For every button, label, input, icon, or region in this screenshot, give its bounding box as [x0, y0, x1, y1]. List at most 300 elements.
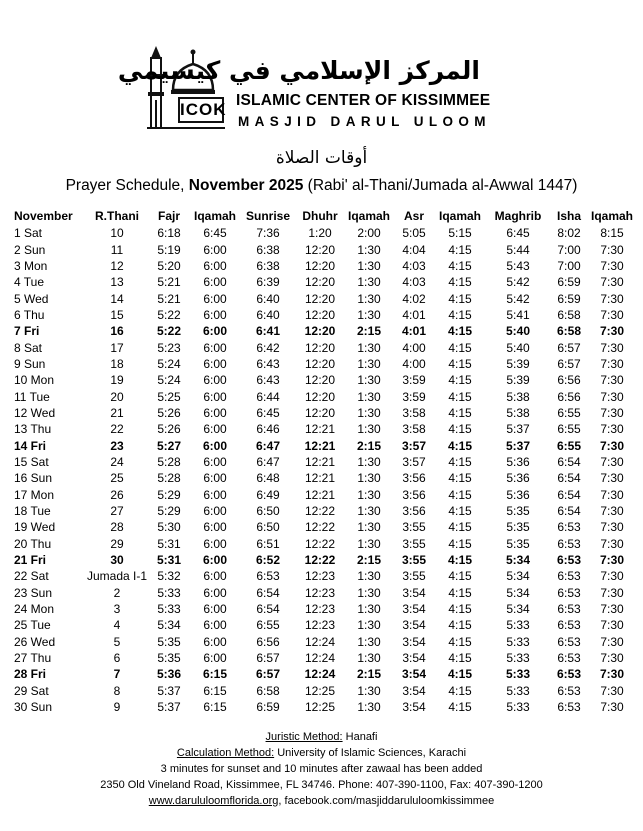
cell-isha-iqamah: 7:30 [600, 454, 624, 469]
cell-isha: 6:53 [557, 520, 581, 535]
cell-isha-iqamah: 7:30 [600, 307, 624, 322]
calc-label: Calculation Method: [176, 747, 275, 759]
cell-isha-iqamah: 7:30 [600, 569, 624, 584]
facebook-link[interactable]: facebook.com/masjiddarululoomkissimmee [284, 795, 495, 807]
cell-dhuhr-iqamah: 1:30 [357, 356, 381, 371]
cell-asr-iqamah: 4:15 [448, 275, 472, 290]
cell-sunrise: 6:51 [256, 536, 280, 551]
cell-asr-iqamah: 4:15 [448, 258, 472, 273]
cell-sunrise: 6:45 [256, 405, 280, 420]
cell-asr: 4:03 [402, 258, 426, 273]
cell-asr: 3:56 [402, 487, 426, 502]
table-row [12, 683, 636, 699]
cell-hijri-day: 17 [110, 340, 124, 355]
cell-fajr: 5:37 [157, 700, 181, 715]
cell-date: 7 Fri [14, 324, 40, 339]
cell-dhuhr: 12:23 [304, 602, 336, 617]
cell-dhuhr: 12:20 [304, 356, 336, 371]
cell-dhuhr: 12:20 [304, 291, 336, 306]
cell-isha-iqamah: 7:30 [599, 667, 625, 682]
cell-hijri-day: 30 [110, 553, 124, 568]
cell-hijri-day: 24 [110, 454, 124, 469]
cell-fajr-iqamah: 6:00 [203, 307, 227, 322]
cell-date: 6 Thu [14, 307, 45, 322]
cell-sunrise: 6:50 [256, 520, 280, 535]
cell-sunrise: 6:42 [256, 340, 280, 355]
cell-fajr: 5:28 [157, 471, 181, 486]
cell-sunrise: 7:36 [256, 226, 280, 241]
cell-date: 30 Sun [14, 700, 53, 715]
column-header-dhuhr: Dhuhr [302, 209, 338, 223]
footer-address: 2350 Old Vineland Road, Kissimmee, FL 34746. Phone: 407-390-1100, Fax: 407-390-1200 [100, 779, 543, 791]
table-row [12, 585, 636, 601]
table-row [12, 487, 636, 503]
cell-maghrib: 5:37 [506, 422, 530, 437]
column-header-fajr: Fajr [157, 209, 180, 223]
cell-maghrib: 5:33 [506, 618, 530, 633]
cell-asr-iqamah: 4:15 [448, 422, 472, 437]
cell-asr: 3:55 [402, 536, 426, 551]
cell-isha-iqamah: 7:30 [600, 242, 624, 257]
cell-fajr-iqamah: 6:15 [203, 683, 227, 698]
cell-date: 21 Fri [14, 553, 47, 568]
table-row [12, 699, 636, 715]
cell-asr: 3:56 [402, 504, 426, 519]
cell-isha: 6:53 [557, 634, 581, 649]
cell-isha-iqamah: 7:30 [600, 291, 624, 306]
cell-sunrise: 6:57 [255, 667, 281, 682]
juristic-value: Hanafi [342, 731, 378, 743]
cell-isha-iqamah: 7:30 [600, 389, 624, 404]
cell-dhuhr: 12:25 [304, 683, 336, 698]
cell-isha: 7:00 [557, 258, 581, 273]
cell-asr-iqamah: 4:15 [448, 242, 472, 257]
cell-asr: 3:54 [402, 618, 426, 633]
table-row [12, 650, 636, 666]
cell-isha-iqamah: 7:30 [600, 700, 624, 715]
cell-dhuhr-iqamah: 1:30 [357, 275, 381, 290]
cell-fajr: 6:18 [157, 226, 181, 241]
cell-asr: 3:54 [402, 651, 426, 666]
cell-date: 13 Thu [14, 422, 52, 437]
cell-isha: 6:58 [556, 324, 582, 339]
cell-fajr-iqamah: 6:00 [203, 454, 227, 469]
cell-fajr-iqamah: 6:00 [203, 389, 227, 404]
cell-sunrise: 6:39 [256, 275, 280, 290]
cell-fajr-iqamah: 6:00 [203, 356, 227, 371]
cell-maghrib: 5:36 [506, 487, 530, 502]
cell-dhuhr: 12:21 [304, 471, 336, 486]
table-row [12, 536, 636, 552]
cell-fajr: 5:20 [157, 258, 181, 273]
org-subtitle: MASJID DARUL ULOOM [238, 114, 491, 129]
cell-isha: 6:58 [557, 307, 581, 322]
cell-maghrib: 5:33 [506, 683, 530, 698]
table-row [12, 258, 636, 274]
cell-asr-iqamah: 4:15 [448, 569, 472, 584]
cell-isha: 6:57 [557, 356, 581, 371]
column-header-isha: Isha [556, 209, 581, 223]
cell-sunrise: 6:54 [256, 585, 280, 600]
cell-dhuhr-iqamah: 2:15 [356, 438, 382, 453]
cell-isha-iqamah: 7:30 [600, 258, 624, 273]
table-row [12, 388, 636, 404]
title-month: November 2025 [188, 177, 304, 194]
cell-asr: 4:00 [402, 356, 426, 371]
cell-dhuhr-iqamah: 1:30 [357, 242, 381, 257]
cell-sunrise: 6:38 [256, 258, 280, 273]
cell-hijri-day: 10 [110, 226, 124, 241]
cell-isha: 6:53 [557, 651, 581, 666]
cell-asr: 5:05 [402, 226, 426, 241]
cell-maghrib: 5:36 [506, 454, 530, 469]
table-row [12, 225, 636, 241]
cell-maghrib: 5:37 [505, 438, 531, 453]
column-header-asr-iqamah: Iqamah [438, 209, 481, 223]
cell-fajr: 5:34 [157, 618, 181, 633]
cell-maghrib: 5:42 [506, 291, 530, 306]
cell-dhuhr-iqamah: 1:30 [357, 602, 381, 617]
cell-date: 9 Sun [14, 356, 46, 371]
cell-sunrise: 6:59 [256, 700, 280, 715]
cell-sunrise: 6:40 [256, 291, 280, 306]
cell-isha: 6:56 [557, 373, 581, 388]
cell-isha-iqamah: 7:30 [599, 553, 625, 568]
cell-asr: 3:58 [402, 422, 426, 437]
cell-asr: 4:02 [402, 291, 426, 306]
cell-asr-iqamah: 4:15 [448, 504, 472, 519]
cell-isha: 6:53 [557, 569, 581, 584]
table-row [12, 470, 636, 486]
column-header-hijri-day: R.Thani [95, 209, 139, 223]
cell-sunrise: 6:52 [255, 553, 281, 568]
cell-hijri-day: 28 [110, 520, 124, 535]
cell-date: 18 Tue [14, 504, 51, 519]
cell-isha-iqamah: 7:30 [600, 618, 624, 633]
org-name: ISLAMIC CENTER OF KISSIMMEE [236, 92, 491, 109]
table-row [12, 617, 636, 633]
table-row [12, 372, 636, 388]
cell-fajr-iqamah: 6:00 [203, 618, 227, 633]
cell-maghrib: 5:34 [506, 602, 530, 617]
cell-asr: 4:04 [402, 242, 426, 257]
table-row [12, 405, 636, 421]
cell-hijri-day: 6 [113, 651, 121, 666]
cell-dhuhr: 12:23 [304, 569, 336, 584]
cell-dhuhr: 12:22 [304, 504, 336, 519]
cell-date: 3 Mon [14, 258, 48, 273]
cell-sunrise: 6:56 [256, 634, 280, 649]
cell-isha: 6:54 [557, 471, 581, 486]
cell-dhuhr: 12:20 [304, 405, 336, 420]
cell-dhuhr: 12:20 [304, 242, 336, 257]
cell-maghrib: 5:40 [506, 340, 530, 355]
cell-hijri-day: 8 [113, 683, 121, 698]
cell-date: 26 Wed [14, 634, 56, 649]
cell-isha-iqamah: 7:30 [600, 536, 624, 551]
cell-fajr-iqamah: 6:15 [203, 700, 227, 715]
cell-fajr: 5:28 [157, 454, 181, 469]
cell-dhuhr-iqamah: 1:30 [357, 471, 381, 486]
cell-dhuhr-iqamah: 1:30 [357, 373, 381, 388]
cell-fajr: 5:36 [156, 667, 182, 682]
cell-maghrib: 5:34 [505, 553, 531, 568]
cell-asr: 3:54 [402, 683, 426, 698]
cell-asr: 3:54 [402, 700, 426, 715]
cell-dhuhr: 12:22 [304, 520, 336, 535]
cell-fajr-iqamah: 6:00 [203, 422, 227, 437]
juristic-label: Juristic Method: [265, 731, 343, 743]
link-separator: , [278, 795, 285, 807]
cell-maghrib: 5:42 [506, 275, 530, 290]
cell-asr-iqamah: 4:15 [447, 553, 473, 568]
cell-asr: 4:00 [402, 340, 426, 355]
cell-isha: 6:53 [556, 553, 582, 568]
cell-fajr: 5:24 [157, 356, 181, 371]
cell-dhuhr: 12:24 [304, 651, 336, 666]
cell-dhuhr-iqamah: 1:30 [357, 291, 381, 306]
cell-dhuhr-iqamah: 1:30 [357, 454, 381, 469]
cell-isha-iqamah: 8:15 [600, 226, 624, 241]
table-row [12, 634, 636, 650]
cell-fajr: 5:24 [157, 373, 181, 388]
cell-asr: 3:55 [402, 569, 426, 584]
cell-sunrise: 6:41 [255, 324, 281, 339]
cell-date: 23 Sun [14, 585, 53, 600]
cell-fajr-iqamah: 6:00 [203, 258, 227, 273]
cell-fajr-iqamah: 6:00 [203, 569, 227, 584]
cell-fajr-iqamah: 6:00 [202, 553, 228, 568]
cell-dhuhr-iqamah: 1:30 [357, 258, 381, 273]
cell-fajr: 5:27 [156, 438, 182, 453]
cell-isha: 6:54 [557, 504, 581, 519]
cell-isha-iqamah: 7:30 [600, 520, 624, 535]
cell-date: 29 Sat [14, 683, 49, 698]
cell-fajr: 5:35 [157, 651, 181, 666]
cell-fajr-iqamah: 6:00 [203, 487, 227, 502]
cell-fajr: 5:37 [157, 683, 181, 698]
cell-dhuhr-iqamah: 1:30 [357, 504, 381, 519]
cell-asr-iqamah: 4:15 [448, 618, 472, 633]
cell-isha: 6:53 [556, 667, 582, 682]
column-header-maghrib: Maghrib [494, 209, 542, 223]
cell-asr: 3:56 [402, 471, 426, 486]
cell-maghrib: 5:33 [505, 667, 531, 682]
cell-maghrib: 5:39 [506, 356, 530, 371]
cell-sunrise: 6:54 [256, 602, 280, 617]
cell-date: 10 Mon [14, 373, 55, 388]
cell-fajr-iqamah: 6:00 [203, 651, 227, 666]
cell-hijri-day: 26 [110, 487, 124, 502]
cell-sunrise: 6:46 [256, 422, 280, 437]
cell-asr-iqamah: 4:15 [447, 667, 473, 682]
cell-isha: 6:55 [557, 422, 581, 437]
cell-date: 14 Fri [14, 438, 47, 453]
cell-isha-iqamah: 7:30 [600, 422, 624, 437]
cell-asr-iqamah: 5:15 [448, 226, 472, 241]
cell-fajr-iqamah: 6:00 [203, 585, 227, 600]
cell-isha-iqamah: 7:30 [600, 275, 624, 290]
cell-maghrib: 5:35 [506, 520, 530, 535]
column-header-fajr-iqamah: Iqamah [193, 209, 236, 223]
cell-dhuhr: 12:20 [304, 275, 336, 290]
cell-dhuhr-iqamah: 1:30 [357, 307, 381, 322]
table-row [12, 421, 636, 437]
cell-asr: 3:58 [402, 405, 426, 420]
cell-isha-iqamah: 7:30 [600, 405, 624, 420]
cell-fajr: 5:26 [157, 422, 181, 437]
cell-fajr-iqamah: 6:00 [203, 242, 227, 257]
cell-asr: 3:59 [402, 373, 426, 388]
cell-hijri-day: 5 [113, 634, 121, 649]
cell-sunrise: 6:47 [255, 438, 281, 453]
cell-maghrib: 5:33 [506, 700, 530, 715]
cell-hijri-day: 18 [110, 356, 124, 371]
cell-maghrib: 5:39 [506, 373, 530, 388]
cell-dhuhr-iqamah: 1:30 [357, 340, 381, 355]
cell-date: 17 Mon [14, 487, 55, 502]
table-row [12, 666, 636, 682]
cell-dhuhr: 12:24 [304, 667, 336, 682]
cell-sunrise: 6:43 [256, 356, 280, 371]
cell-fajr-iqamah: 6:15 [202, 667, 228, 682]
cell-asr-iqamah: 4:15 [447, 438, 473, 453]
cell-isha: 6:59 [557, 275, 581, 290]
cell-asr: 3:57 [401, 438, 427, 453]
cell-asr: 3:55 [402, 520, 426, 535]
table-row [12, 552, 636, 568]
cell-hijri-day: 20 [110, 389, 124, 404]
cell-fajr-iqamah: 6:45 [203, 226, 227, 241]
cell-hijri-day: 16 [110, 324, 124, 339]
cell-isha: 6:53 [557, 536, 581, 551]
cell-maghrib: 5:38 [506, 405, 530, 420]
cell-fajr: 5:29 [157, 487, 181, 502]
cell-hijri-day: 12 [110, 258, 124, 273]
cell-maghrib: 5:38 [506, 389, 530, 404]
cell-isha-iqamah: 7:30 [600, 356, 624, 371]
cell-date: 24 Mon [14, 602, 55, 617]
cell-hijri-day: 21 [110, 405, 124, 420]
cell-dhuhr-iqamah: 1:30 [357, 634, 381, 649]
cell-fajr: 5:23 [157, 340, 181, 355]
cell-dhuhr-iqamah: 2:15 [356, 324, 382, 339]
website-link[interactable]: www.darululoomflorida.org [148, 795, 279, 807]
logo-icok-badge: ICOK [178, 97, 224, 123]
table-row [12, 290, 636, 306]
cell-isha-iqamah: 7:30 [600, 471, 624, 486]
cell-isha: 6:54 [557, 487, 581, 502]
header [0, 40, 643, 140]
cell-dhuhr-iqamah: 1:30 [357, 618, 381, 633]
cell-sunrise: 6:57 [256, 651, 280, 666]
cell-sunrise: 6:44 [256, 389, 280, 404]
cell-date: 1 Sat [14, 226, 43, 241]
cell-dhuhr-iqamah: 1:30 [357, 585, 381, 600]
cell-hijri-day: 2 [113, 585, 121, 600]
cell-fajr-iqamah: 6:00 [203, 520, 227, 535]
cell-isha: 6:53 [557, 618, 581, 633]
cell-sunrise: 6:50 [256, 504, 280, 519]
cell-isha: 6:55 [557, 405, 581, 420]
cell-asr: 4:01 [402, 307, 426, 322]
cell-fajr: 5:21 [157, 275, 181, 290]
cell-fajr: 5:22 [156, 324, 182, 339]
cell-maghrib: 5:33 [506, 634, 530, 649]
cell-isha-iqamah: 7:30 [600, 585, 624, 600]
cell-dhuhr-iqamah: 2:15 [356, 667, 382, 682]
table-header-row [12, 207, 636, 225]
cell-date: 11 Tue [14, 389, 50, 404]
cell-date: 15 Sat [14, 454, 49, 469]
cell-dhuhr-iqamah: 1:30 [357, 405, 381, 420]
cell-asr: 4:03 [402, 275, 426, 290]
table-row [12, 519, 636, 535]
cell-dhuhr: 12:21 [304, 422, 336, 437]
table-row [12, 437, 636, 453]
column-header-isha-iqamah: Iqamah [590, 209, 633, 223]
cell-hijri-day: 11 [110, 242, 124, 257]
cell-fajr-iqamah: 6:00 [203, 405, 227, 420]
cell-dhuhr: 12:22 [304, 536, 336, 551]
cell-asr-iqamah: 4:15 [448, 651, 472, 666]
cell-isha-iqamah: 7:30 [600, 504, 624, 519]
column-header-sunrise: Sunrise [245, 209, 290, 223]
cell-fajr-iqamah: 6:00 [203, 373, 227, 388]
cell-date: 12 Wed [14, 405, 56, 420]
calc-value: University of Islamic Sciences, Karachi [274, 747, 467, 759]
cell-asr-iqamah: 4:15 [448, 700, 472, 715]
cell-hijri-day: 29 [110, 536, 124, 551]
cell-asr-iqamah: 4:15 [448, 291, 472, 306]
cell-dhuhr-iqamah: 1:30 [357, 651, 381, 666]
cell-asr: 3:54 [401, 667, 427, 682]
cell-asr-iqamah: 4:15 [448, 356, 472, 371]
juristic-method [0, 729, 643, 745]
cell-hijri-day: 19 [110, 373, 124, 388]
cell-sunrise: 6:43 [256, 373, 280, 388]
title-suffix: (Rabi' al-Thani/Jumada al-Awwal 1447) [303, 177, 578, 194]
cell-isha-iqamah: 7:30 [600, 683, 624, 698]
cell-date: 22 Sat [14, 569, 49, 584]
cell-fajr-iqamah: 6:00 [202, 324, 228, 339]
cell-fajr: 5:22 [157, 307, 181, 322]
cell-dhuhr-iqamah: 2:00 [357, 226, 381, 241]
cell-maghrib: 5:43 [506, 258, 530, 273]
cell-hijri-day: 3 [113, 602, 121, 617]
cell-maghrib: 5:40 [505, 324, 531, 339]
cell-dhuhr-iqamah: 1:30 [357, 569, 381, 584]
cell-date: 4 Tue [14, 275, 45, 290]
cell-fajr-iqamah: 6:00 [203, 602, 227, 617]
cell-asr-iqamah: 4:15 [448, 536, 472, 551]
cell-fajr-iqamah: 6:00 [203, 634, 227, 649]
cell-hijri-day: 22 [110, 422, 124, 437]
arabic-title: أوقات الصلاة [275, 148, 368, 168]
cell-sunrise: 6:47 [256, 454, 280, 469]
cell-isha-iqamah: 7:30 [600, 340, 624, 355]
cell-dhuhr: 12:24 [304, 634, 336, 649]
cell-dhuhr: 12:25 [304, 700, 336, 715]
cell-asr: 3:55 [401, 553, 427, 568]
cell-sunrise: 6:53 [256, 569, 280, 584]
cell-dhuhr: 12:20 [304, 324, 336, 339]
cell-maghrib: 6:45 [506, 226, 530, 241]
cell-maghrib: 5:44 [506, 242, 530, 257]
cell-asr-iqamah: 4:15 [448, 471, 472, 486]
cell-isha: 6:53 [557, 700, 581, 715]
cell-fajr: 5:26 [157, 405, 181, 420]
